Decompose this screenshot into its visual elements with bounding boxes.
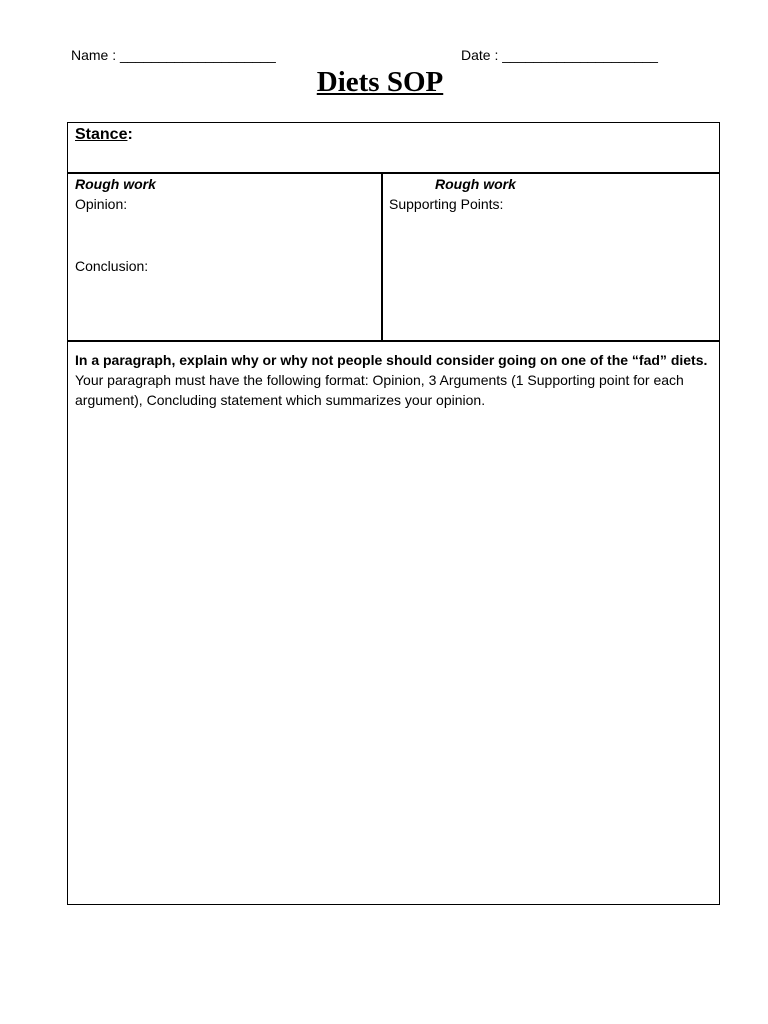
supporting-points-label: Supporting Points: — [389, 196, 504, 212]
name-field-line: Name : ____________________ — [71, 47, 276, 63]
paragraph-box[interactable] — [67, 340, 720, 905]
page-title: Diets SOP — [316, 66, 444, 98]
stance-box[interactable] — [67, 122, 720, 174]
paragraph-instructions-normal: Your paragraph must have the following format: Opinion, 3 Arguments (1 Supporting point for each argument), Concluding statement which summarizes your opinion. — [75, 372, 684, 408]
paragraph-instructions — [75, 350, 713, 410]
conclusion-label: Conclusion: — [75, 258, 149, 274]
stance-label — [75, 126, 133, 144]
stance-label-text: Stance — [75, 126, 128, 143]
rough-work-heading-right: Rough work — [435, 176, 516, 192]
rough-work-left-box[interactable] — [67, 172, 383, 342]
stance-colon: : — [127, 126, 133, 143]
paragraph-instructions-bold: In a paragraph, explain why or why not people should consider going on one of the “fad” diets. — [75, 352, 708, 368]
rough-work-right-box[interactable] — [381, 172, 720, 342]
date-field-line: Date : ____________________ — [461, 47, 658, 63]
opinion-label: Opinion: — [75, 196, 128, 212]
rough-work-heading-left: Rough work — [75, 176, 156, 192]
